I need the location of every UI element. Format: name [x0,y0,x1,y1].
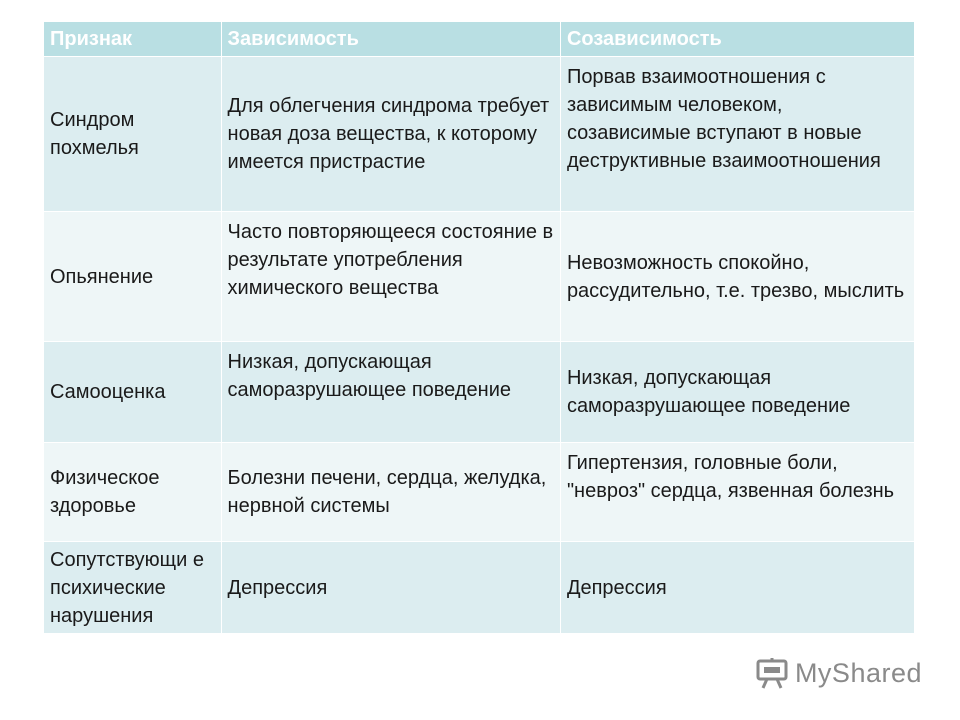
feature-cell: Опьянение [44,212,222,342]
table-row [44,542,915,634]
table-row [44,212,915,342]
codependence-cell: Низкая, допускающая саморазрушающее поведение [560,342,914,443]
dependence-cell: Для облегчения синдрома требует новая доза вещества, к которому имеется пристрастие [221,57,560,212]
watermark-text: MyShared [794,657,922,688]
feature-cell: Синдром похмелья [44,57,222,212]
codependence-cell: Порвав взаимоотношения с зависимым человеком, созависимые вступают в новые деструктивные взаимоотношения [560,57,914,212]
feature-cell: Самооценка [44,342,222,443]
feature-cell: Физическое здоровье [44,443,222,542]
dependence-cell: Депрессия [221,542,560,634]
header-codependence: Созависимость [560,22,914,57]
comparison-table [43,21,915,634]
table-row [44,342,915,443]
dependence-cell: Часто повторяющееся состояние в результате употребления химического вещества [221,212,560,342]
dependence-cell: Низкая, допускающая саморазрушающее поведение [221,342,560,443]
feature-cell: Сопутствующи е психические нарушения [44,542,222,634]
presentation-board-icon [755,656,789,690]
header-dependence: Зависимость [221,22,560,57]
dependence-cell: Болезни печени, сердца, желудка, нервной системы [221,443,560,542]
codependence-cell: Депрессия [560,542,914,634]
header-feature: Признак [44,22,222,57]
header-row [44,22,915,57]
table-row [44,57,915,212]
table-row [44,443,915,542]
codependence-cell: Невозможность спокойно, рассудительно, т.е. трезво, мыслить [560,212,914,342]
myshared-watermark [755,656,922,690]
codependence-cell: Гипертензия, головные боли, "невроз" сердца, язвенная болезнь [560,443,914,542]
